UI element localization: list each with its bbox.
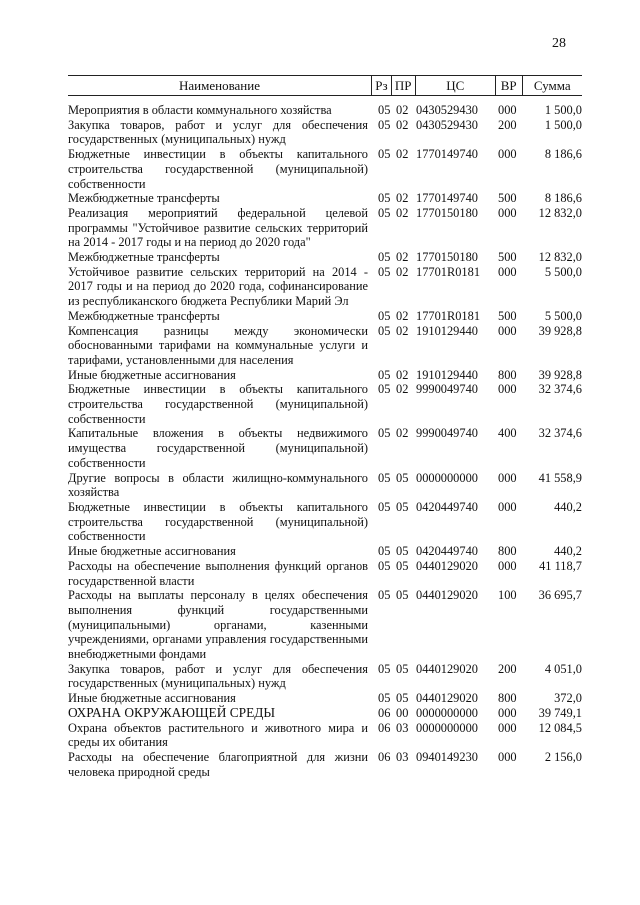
row-vr: 000 (498, 499, 517, 514)
row-pr: 02 (396, 308, 409, 323)
row-cs: 0430529430 (416, 103, 478, 117)
row-sum: 372,0 (554, 691, 582, 706)
row-cs: 0430529430 (416, 117, 478, 132)
row-sum: 41 118,7 (539, 558, 582, 573)
row-name: Расходы на выплаты персоналу в целях обеспечения выполнения функций государственными (муниципальными) органами, казенными учреждениями, органами управления государственными внебюджетными фондами (68, 588, 368, 662)
row-name: ОХРАНА ОКРУЖАЮЩЕЙ СРЕДЫ (68, 704, 276, 720)
row-pr: 05 (396, 588, 409, 603)
row-sum: 39 928,8 (538, 323, 582, 338)
row-pr: 02 (396, 147, 409, 162)
row-vr: 100 (498, 588, 517, 603)
row-rz: 05 (378, 308, 391, 323)
row-sum: 2 156,0 (544, 749, 582, 764)
row-cs: 0000000000 (416, 470, 478, 485)
table-row (68, 309, 582, 324)
table-row (68, 500, 582, 544)
row-name: Иные бюджетные ассигнования (68, 544, 236, 559)
row-pr: 03 (396, 749, 409, 764)
row-vr: 200 (498, 117, 517, 132)
row-name: Межбюджетные трансферты (68, 250, 220, 265)
row-cs: 1770150180 (416, 205, 478, 220)
row-sum: 32 374,6 (538, 382, 582, 397)
row-pr: 05 (396, 499, 409, 514)
row-name: Расходы на обеспечение выполнения функций органов государственной власти (68, 558, 368, 588)
row-sum: 5 500,0 (544, 308, 582, 323)
row-name: Бюджетные инвестиции в объекты капитального строительства государственной (муниципальной) собственности (68, 499, 368, 544)
row-cs: 1770150180 (416, 250, 478, 265)
table-row (68, 206, 582, 250)
table-row (68, 559, 582, 588)
row-sum: 1 500,0 (544, 103, 582, 117)
row-name: Другие вопросы в области жилищно-коммунального хозяйства (68, 470, 368, 500)
row-rz: 05 (378, 117, 391, 132)
row-name: Закупка товаров, работ и услуг для обеспечения государственных (муниципальных) нужд (68, 117, 368, 147)
row-name: Межбюджетные трансферты (68, 191, 220, 206)
row-rz: 05 (378, 250, 391, 265)
row-sum: 36 695,7 (538, 588, 582, 603)
table-row (68, 324, 582, 368)
row-rz: 05 (378, 191, 391, 206)
row-rz: 05 (378, 470, 391, 485)
table-row (68, 750, 582, 779)
table-row (68, 191, 582, 206)
table-row (68, 721, 582, 750)
table-row (68, 118, 582, 147)
row-name: Межбюджетные трансферты (68, 308, 220, 323)
row-cs: 17701R0181 (416, 308, 481, 323)
row-pr: 02 (396, 205, 409, 220)
row-cs: 1910129440 (416, 367, 478, 382)
row-pr: 02 (396, 191, 409, 206)
row-pr: 02 (396, 117, 409, 132)
row-cs: 0440129020 (416, 588, 478, 603)
row-pr: 02 (396, 323, 409, 338)
row-pr: 02 (396, 367, 409, 382)
row-pr: 05 (396, 544, 409, 559)
row-rz: 05 (378, 588, 391, 603)
row-sum: 39 749,1 (538, 705, 582, 720)
row-cs: 0000000000 (416, 720, 478, 735)
row-cs: 0420449740 (416, 499, 478, 514)
row-sum: 12 832,0 (538, 205, 582, 220)
row-name: Иные бюджетные ассигнования (68, 367, 236, 382)
row-name: Мероприятия в области коммунального хозяйства (68, 103, 332, 117)
row-pr: 02 (396, 426, 409, 441)
row-rz: 05 (378, 367, 391, 382)
table-row (68, 250, 582, 265)
row-vr: 000 (498, 103, 517, 117)
row-name: Расходы на обеспечение благоприятной для жизни человека природной среды (68, 749, 368, 779)
table-row (68, 691, 582, 706)
row-cs: 0440129020 (416, 661, 478, 676)
row-pr: 05 (396, 558, 409, 573)
row-cs: 0440129020 (416, 558, 478, 573)
row-vr: 000 (498, 705, 517, 720)
row-sum: 32 374,6 (538, 426, 582, 441)
row-name: Реализация мероприятий федеральной целевой программы "Устойчивое развитие сельских территорий на 2014 - 2017 годы и на период до 2020 года" (68, 205, 368, 250)
row-cs: 0940149230 (416, 749, 478, 764)
row-name: Бюджетные инвестиции в объекты капитального строительства государственной (муниципальной) собственности (68, 382, 368, 426)
row-rz: 05 (378, 661, 391, 676)
row-rz: 05 (378, 544, 391, 559)
row-vr: 500 (498, 308, 517, 323)
row-cs: 0420449740 (416, 544, 478, 559)
row-pr: 02 (396, 264, 409, 279)
row-pr: 03 (396, 720, 409, 735)
row-rz: 05 (378, 205, 391, 220)
row-sum: 1 500,0 (544, 117, 582, 132)
table-header (68, 75, 582, 96)
table-row (68, 588, 582, 662)
row-rz: 05 (378, 499, 391, 514)
row-pr: 02 (396, 382, 409, 397)
row-sum: 12 084,5 (538, 720, 582, 735)
row-rz: 06 (378, 720, 391, 735)
row-vr: 200 (498, 661, 517, 676)
row-name: Устойчивое развитие сельских территорий на 2014 - 2017 годы и на период до 2020 года, софинансирование из республиканского бюджета Республики Марий Эл (68, 264, 368, 309)
row-sum: 12 832,0 (538, 250, 582, 265)
row-name: Капитальные вложения в объекты недвижимого имущества государственной (муниципальной) собственности (68, 426, 368, 470)
row-vr: 500 (498, 250, 517, 265)
row-sum: 8 186,6 (544, 147, 582, 162)
row-vr: 800 (498, 367, 517, 382)
row-vr: 000 (498, 205, 517, 220)
page-number: 28 (552, 36, 566, 51)
row-pr: 00 (396, 705, 409, 720)
row-vr: 800 (498, 544, 517, 559)
table-row (68, 382, 582, 426)
row-vr: 400 (498, 426, 517, 441)
row-rz: 05 (378, 264, 391, 279)
row-cs: 1770149740 (416, 147, 478, 162)
row-rz: 06 (378, 749, 391, 764)
row-pr: 02 (396, 103, 409, 117)
row-rz: 05 (378, 691, 391, 706)
row-vr: 000 (498, 264, 517, 279)
table-row (68, 265, 582, 309)
row-vr: 000 (498, 470, 517, 485)
row-pr: 05 (396, 661, 409, 676)
row-vr: 000 (498, 558, 517, 573)
row-cs: 9990049740 (416, 426, 478, 441)
row-sum: 8 186,6 (544, 191, 582, 206)
row-sum: 39 928,8 (538, 367, 582, 382)
row-cs: 1770149740 (416, 191, 478, 206)
header-name: Наименование (179, 78, 260, 93)
header-rz: Рз (371, 76, 391, 95)
row-sum: 4 051,0 (544, 661, 582, 676)
row-vr: 000 (498, 323, 517, 338)
row-rz: 05 (378, 147, 391, 162)
table-row (68, 471, 582, 500)
row-sum: 440,2 (554, 544, 582, 559)
table-row (68, 662, 582, 691)
row-vr: 000 (498, 382, 517, 397)
row-pr: 02 (396, 250, 409, 265)
row-vr: 000 (498, 147, 517, 162)
table-row (68, 103, 582, 118)
row-vr: 000 (498, 749, 517, 764)
header-sum: Сумма (522, 76, 582, 95)
row-rz: 05 (378, 323, 391, 338)
header-pr: ПР (391, 76, 415, 95)
table-row (68, 544, 582, 559)
row-rz: 05 (378, 558, 391, 573)
row-sum: 440,2 (554, 499, 582, 514)
row-name: Компенсация разницы между экономически обоснованными тарифами на коммунальные услуги и тарифами, установленными для населения (68, 323, 368, 367)
row-rz: 05 (378, 103, 391, 117)
row-name: Иные бюджетные ассигнования (68, 691, 236, 706)
table-row (68, 706, 582, 721)
row-rz: 06 (378, 705, 391, 720)
row-vr: 500 (498, 191, 517, 206)
budget-table (68, 75, 582, 779)
row-cs: 0000000000 (416, 705, 478, 720)
row-pr: 05 (396, 470, 409, 485)
table-row (68, 147, 582, 191)
row-vr: 800 (498, 691, 517, 706)
row-name: Охрана объектов растительного и животного мира и среды их обитания (68, 720, 368, 750)
table-row (68, 368, 582, 383)
row-cs: 0440129020 (416, 691, 478, 706)
row-name: Бюджетные инвестиции в объекты капитального строительства государственной (муниципальной) собственности (68, 147, 368, 191)
header-vr: ВР (495, 76, 522, 95)
row-cs: 1910129440 (416, 323, 478, 338)
row-vr: 000 (498, 720, 517, 735)
table-row (68, 426, 582, 470)
row-sum: 41 558,9 (538, 470, 582, 485)
row-rz: 05 (378, 382, 391, 397)
table-body (68, 103, 582, 779)
row-name: Закупка товаров, работ и услуг для обеспечения государственных (муниципальных) нужд (68, 661, 368, 691)
row-cs: 9990049740 (416, 382, 478, 397)
row-rz: 05 (378, 426, 391, 441)
header-cs: ЦС (415, 76, 495, 95)
row-cs: 17701R0181 (416, 264, 481, 279)
row-pr: 05 (396, 691, 409, 706)
row-sum: 5 500,0 (544, 264, 582, 279)
